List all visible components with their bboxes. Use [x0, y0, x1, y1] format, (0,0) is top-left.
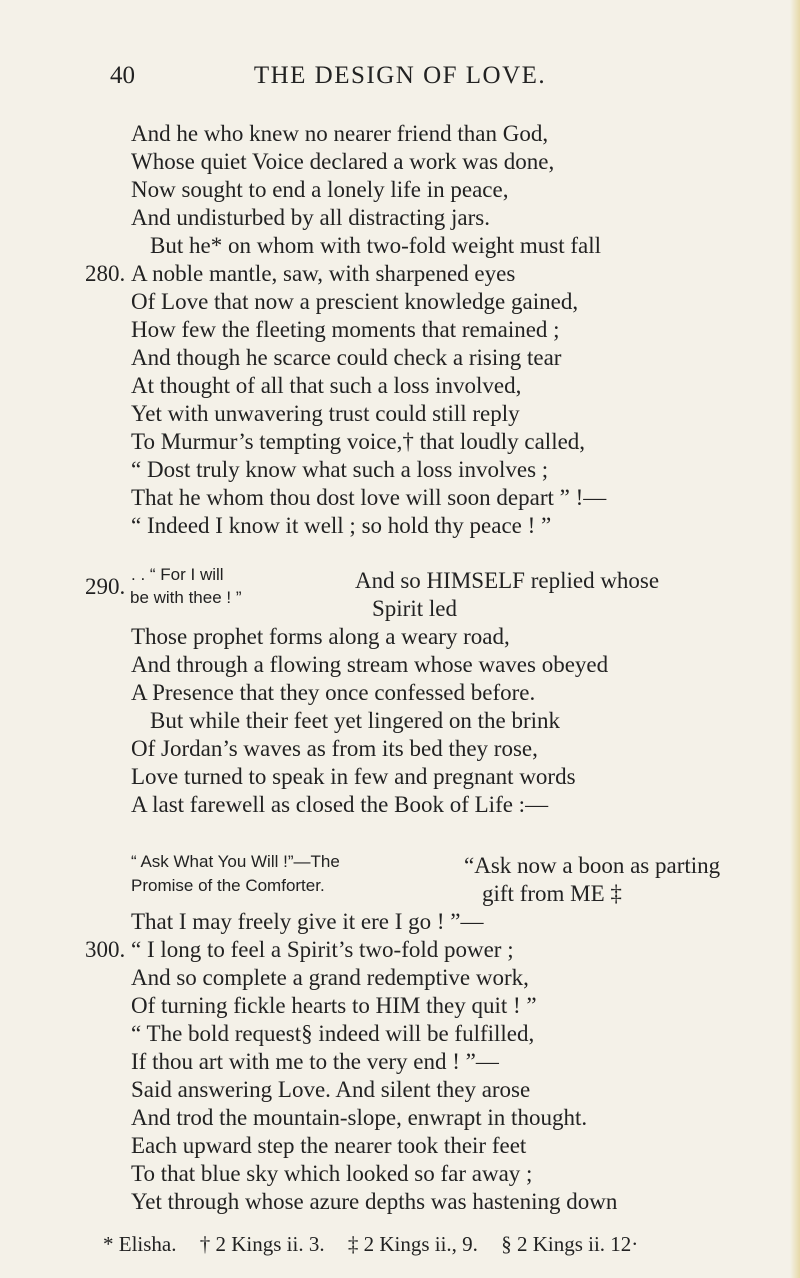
- poem-line: Of Love that now a prescient knowledge gained,: [131, 289, 579, 314]
- poem-line: Spirit led: [372, 596, 457, 621]
- running-title: THE DESIGN OF LOVE.: [253, 62, 547, 89]
- poem-line: At thought of all that such a loss involved,: [131, 373, 522, 398]
- footnote: ‡ 2 Kings ii., 9.: [347, 1232, 478, 1256]
- poem-line: “ Dost truly know what such a loss involves ;: [131, 457, 549, 482]
- poem-line: That I may freely give it ere I go ! ”—: [131, 909, 484, 934]
- poem-line: If thou art with me to the very end ! ”—: [131, 1049, 499, 1074]
- footnote: * Elisha.: [103, 1232, 177, 1256]
- poem-line: And he who knew no nearer friend than God,: [131, 121, 549, 146]
- poem-line: Now sought to end a lonely life in peace,: [131, 177, 509, 202]
- poem-line: “ The bold request§ indeed will be fulfilled,: [131, 1021, 535, 1046]
- poem-line: And so complete a grand redemptive work,: [131, 965, 529, 990]
- poem-line: And so HIMSELF replied whose: [355, 568, 660, 593]
- poem-line: gift from ME ‡: [482, 881, 622, 906]
- poem-line: Each upward step the nearer took their feet: [131, 1133, 527, 1158]
- poem-line: Yet with unwavering trust could still reply: [131, 401, 520, 426]
- poem-line: A last farewell as closed the Book of Life :—: [131, 792, 549, 817]
- poem-line: “ Indeed I know it well ; so hold thy peace ! ”: [131, 513, 552, 538]
- poem-line: To that blue sky which looked so far away ;: [131, 1161, 533, 1186]
- page-edge-shadow: [790, 0, 800, 1278]
- line-number: 290.: [85, 574, 126, 599]
- poem-line: A Presence that they once confessed before.: [131, 680, 536, 705]
- margin-note: “ Ask What You Will !”—The: [131, 852, 340, 871]
- poem-line: To Murmur’s tempting voice,† that loudly called,: [131, 429, 586, 454]
- margin-note: Promise of the Comforter.: [131, 876, 325, 895]
- poem-line: Those prophet forms along a weary road,: [131, 624, 510, 649]
- poem-line: And through a flowing stream whose waves obeyed: [131, 652, 609, 677]
- line-number: 280.: [85, 261, 126, 286]
- footnotes: [103, 1232, 656, 1257]
- poem-line: And though he scarce could check a rising tear: [131, 345, 562, 370]
- margin-note: . . “ For I will: [131, 565, 224, 584]
- poem-line: Whose quiet Voice declared a work was done,: [131, 149, 555, 174]
- poem-line: “ I long to feel a Spirit’s two-fold power ;: [131, 937, 514, 962]
- line-number: 300.: [85, 937, 126, 962]
- poem-line: And trod the mountain-slope, enwrapt in thought.: [131, 1105, 588, 1130]
- poem-line: But he* on whom with two-fold weight must fall: [150, 233, 602, 258]
- poem-line: How few the fleeting moments that remained ;: [131, 317, 560, 342]
- poem-line: Of Jordan’s waves as from its bed they rose,: [131, 736, 538, 761]
- footnote: § 2 Kings ii. 12·: [501, 1232, 639, 1256]
- poem-line: Yet through whose azure depths was hastening down: [131, 1189, 618, 1214]
- poem-line: “Ask now a boon as parting: [464, 853, 721, 878]
- poem-line: Love turned to speak in few and pregnant words: [131, 764, 576, 789]
- poem-line: Said answering Love. And silent they arose: [131, 1077, 531, 1102]
- poem-line: That he whom thou dost love will soon depart ” !—: [131, 485, 607, 510]
- poem-line: A noble mantle, saw, with sharpened eyes: [131, 261, 516, 286]
- page-number: 40: [110, 62, 135, 89]
- poem-line: And undisturbed by all distracting jars.: [131, 205, 490, 230]
- page-header: [0, 60, 800, 94]
- footnote: † 2 Kings ii. 3.: [199, 1232, 325, 1256]
- poem-line: Of turning fickle hearts to HIM they quit ! ”: [131, 993, 537, 1018]
- poem-line: But while their feet yet lingered on the brink: [150, 708, 561, 733]
- margin-note: be with thee ! ”: [130, 588, 242, 607]
